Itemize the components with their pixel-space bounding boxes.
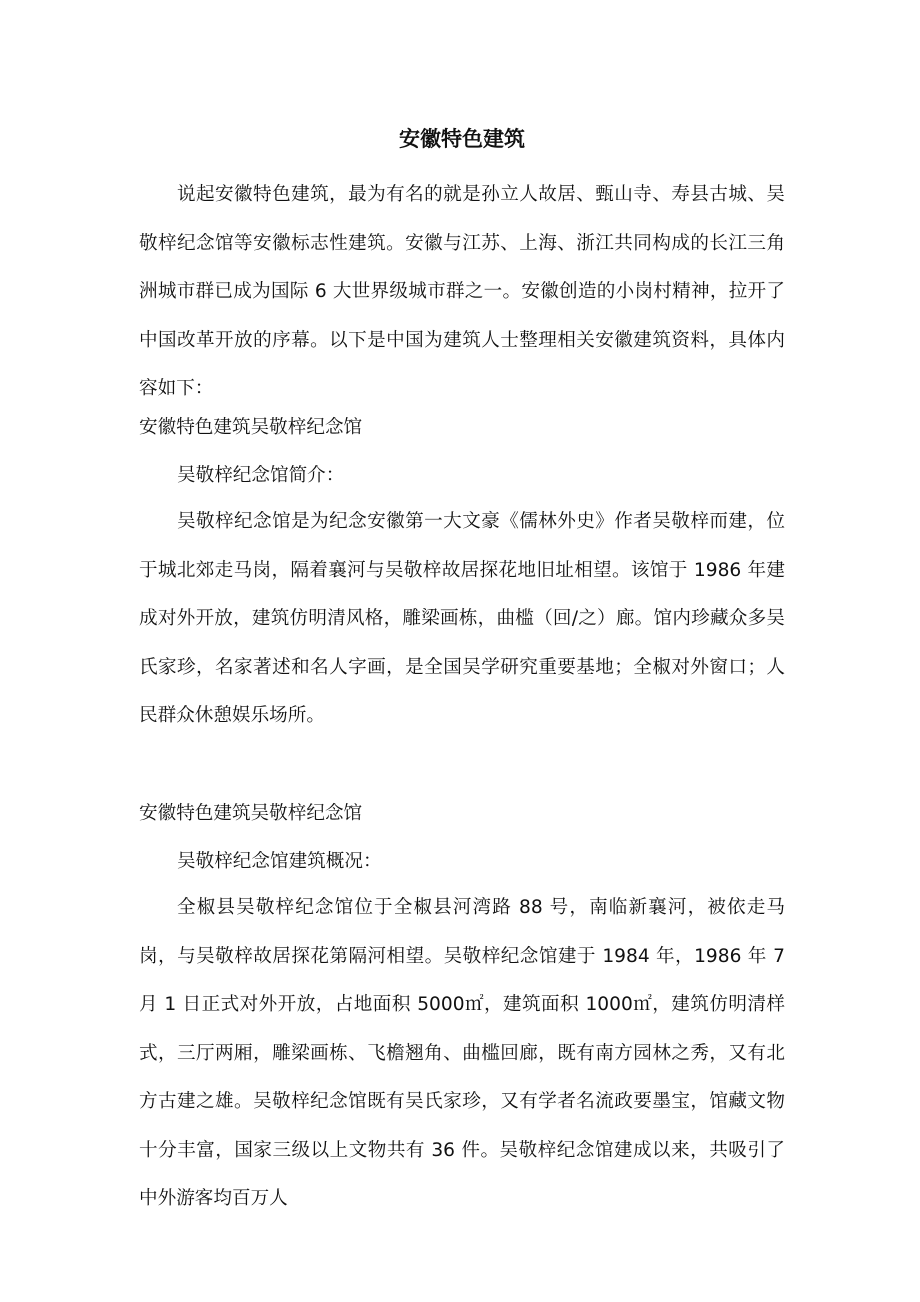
section-body-intro: 吴敬梓纪念馆是为纪念安徽第一大文豪《儒林外史》作者吴敬梓而建，位于城北郊走马岗，隔着襄河与吴敬梓故居探花地旧址相望。该馆于 1986 年建成对外开放，建筑仿明清风格，雕梁画栋，曲槛（回/之）廊。馆内珍藏众多吴氏家珍，名家著述和名人字画，是全国吴学研究重要基地；全椒对外窗口；人民群众休憩娱乐场所。 [139, 511, 785, 726]
intro-paragraph: 说起安徽特色建筑，最为有名的就是孙立人故居、甄山寺、寿县古城、吴敬梓纪念馆等安徽标志性建筑。安徽与江苏、上海、浙江共同构成的长江三角洲城市群已成为国际 6 大世界级城市群之一。安徽创造的小岗村精神，拉开了中国改革开放的序幕。以下是中国为建筑人士整理相关安徽建筑资料，具体内容如下： [139, 184, 785, 399]
section-subheading-overview: 吴敬梓纪念馆建筑概况： [177, 851, 382, 872]
section-subheading-intro: 吴敬梓纪念馆简介： [177, 465, 345, 486]
section-body-overview: 全椒县吴敬梓纪念馆位于全椒县河湾路 88 号，南临新襄河，被依走马岗，与吴敬梓故居探花第隔河相望。吴敬梓纪念馆建于 1984 年，1986 年 7 月 1 日正式对外开放，占地面积 5000㎡，建筑面积 1000㎡，建筑仿明清样式，三厅两厢，雕梁画栋、飞檐翘角、曲槛回廊，既有南方园林之秀，又有北方古建之雄。吴敬梓纪念馆既有吴氏家珍，又有学者名流政要墨宝，馆藏文物十分丰富，国家三级以上文物共有 36 件。吴敬梓纪念馆建成以来，共吸引了中外游客均百万人 [139, 897, 785, 1209]
section-heading-intro: 安徽特色建筑吴敬梓纪念馆 [139, 417, 363, 438]
section-heading-overview: 安徽特色建筑吴敬梓纪念馆 [139, 803, 363, 824]
document-title: 安徽特色建筑 [399, 127, 525, 151]
